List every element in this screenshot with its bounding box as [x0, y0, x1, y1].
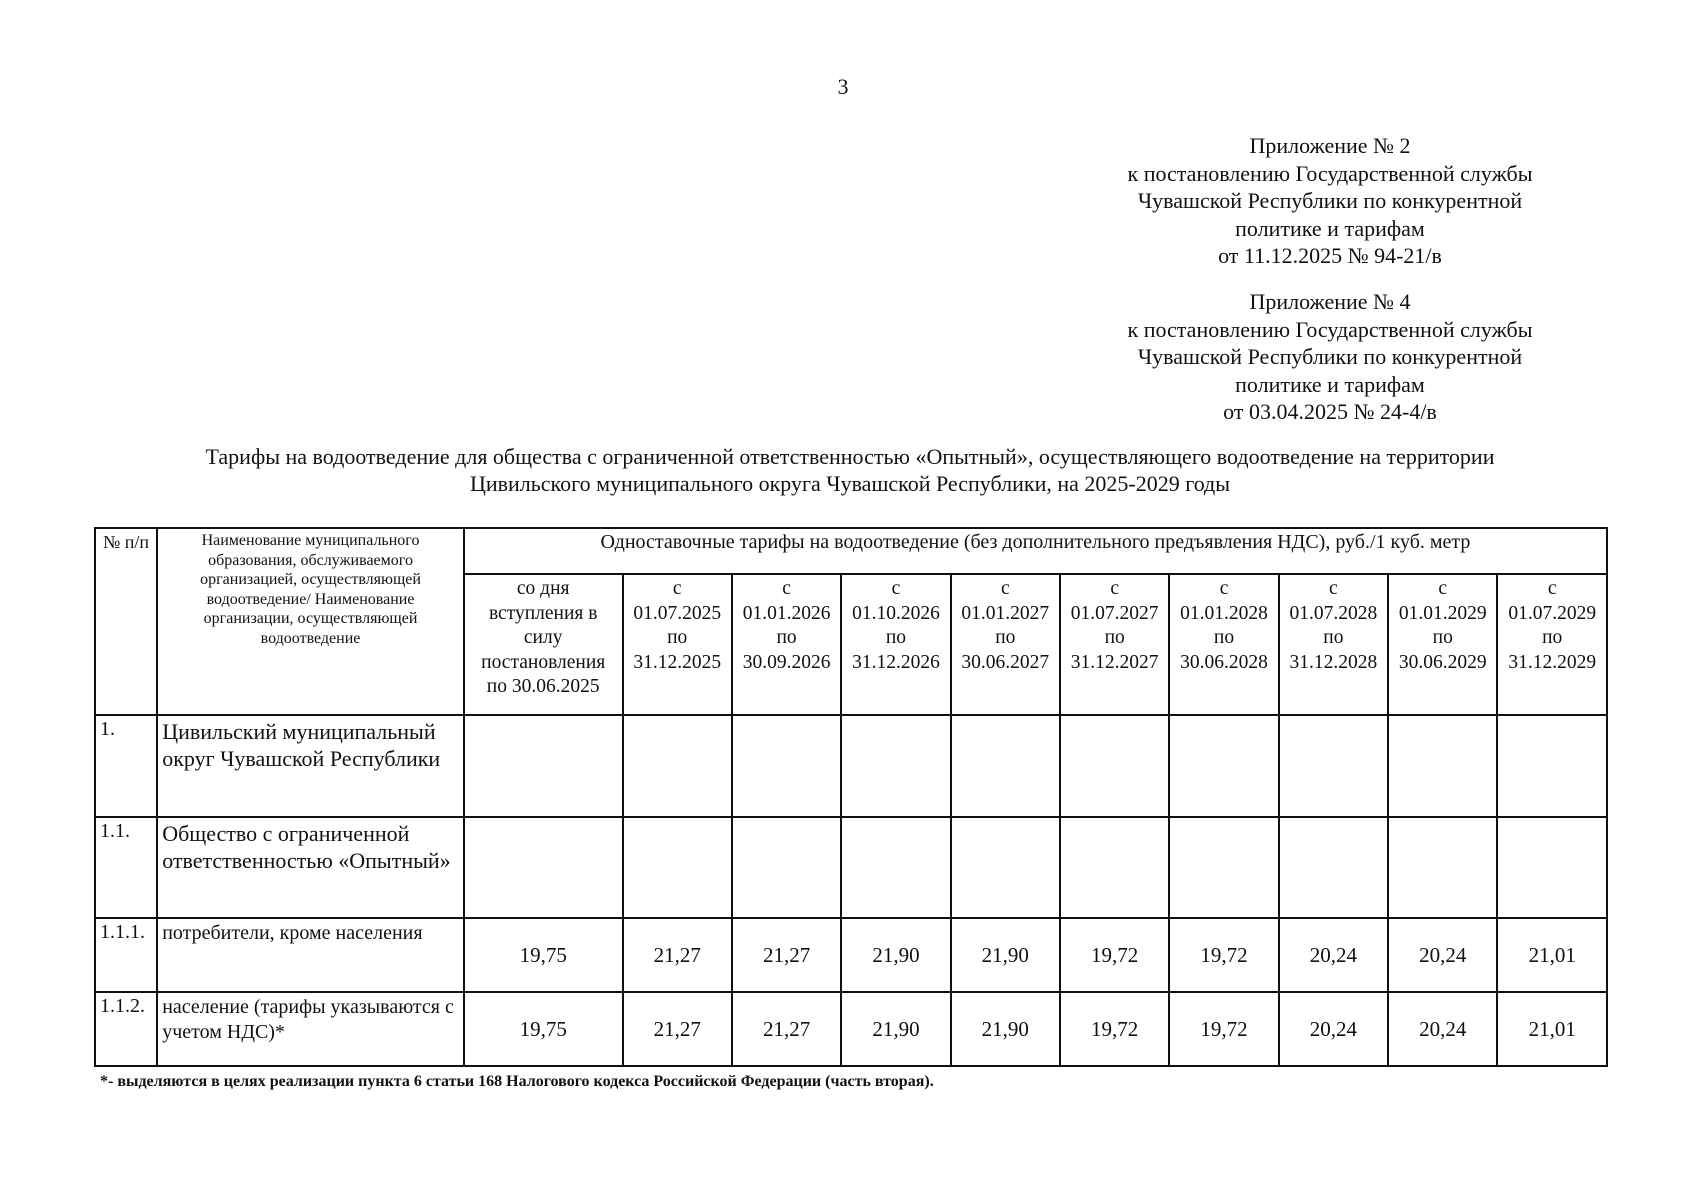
- header-num: № п/п: [95, 528, 157, 715]
- table-row-population: [95, 992, 1607, 1066]
- period-line: 01.07.2028: [1289, 602, 1378, 624]
- period-line: со дня: [516, 578, 570, 599]
- tariff-value: 21,01: [1497, 992, 1607, 1066]
- tariff-value: 20,24: [1279, 918, 1388, 992]
- period-line: 01.01.2027: [961, 602, 1050, 624]
- period-line: постановления: [481, 651, 606, 673]
- appendix-line: к постановлению Государственной службы: [1127, 316, 1533, 342]
- period-line: с: [891, 578, 901, 599]
- header-period: [951, 574, 1060, 715]
- empty-cell: [1497, 715, 1607, 817]
- empty-cell: [841, 817, 950, 918]
- row-num: 1.1.1.: [95, 918, 157, 992]
- period-line: 30.06.2029: [1398, 651, 1487, 673]
- appendix-line: политике и тарифам: [1235, 371, 1425, 397]
- period-line: по: [995, 627, 1016, 648]
- empty-cell: [1060, 817, 1169, 918]
- appendix-line: Чувашской Республики по конкурентной: [1137, 188, 1523, 213]
- appendix-line: от 11.12.2025 № 94-21/в: [1218, 243, 1442, 268]
- period-line: с: [1219, 578, 1229, 599]
- appendix-line: Приложение № 4: [1249, 289, 1411, 314]
- table-row-organization: [95, 817, 1607, 918]
- tariff-value: 20,24: [1279, 992, 1388, 1066]
- empty-cell: [1169, 715, 1278, 817]
- tariff-value: 21,90: [951, 992, 1060, 1066]
- empty-cell: [732, 715, 841, 817]
- row-name: население (тарифы указываются с учетом НДС)*: [157, 992, 464, 1066]
- appendix-line: политике и тарифам: [1235, 215, 1425, 241]
- empty-cell: [1279, 817, 1388, 918]
- table-row-consumers: [95, 918, 1607, 992]
- empty-cell: [464, 715, 623, 817]
- tariff-value: 21,90: [841, 992, 950, 1066]
- empty-cell: [1388, 715, 1497, 817]
- period-line: 31.12.2027: [1070, 651, 1159, 673]
- period-line: 31.12.2029: [1508, 651, 1597, 673]
- tariff-value: 21,90: [841, 918, 950, 992]
- period-line: по: [885, 627, 907, 648]
- period-line: с: [1329, 578, 1338, 599]
- header-period: [623, 574, 732, 715]
- page-number: 3: [837, 74, 849, 99]
- header-name: Наименование муниципального образования, обслуживаемого организацией, осуществляющей водоотведение/ Наименование организации, осуществляющей водоотведение: [157, 528, 464, 715]
- header-period: [1497, 574, 1607, 715]
- empty-cell: [951, 817, 1060, 918]
- empty-cell: [951, 715, 1060, 817]
- empty-cell: [841, 715, 950, 817]
- row-num: 1.1.2.: [95, 992, 157, 1066]
- tariff-value: 21,90: [951, 918, 1060, 992]
- empty-cell: [623, 715, 732, 817]
- period-line: 31.12.2026: [852, 651, 940, 673]
- period-line: 31.12.2025: [633, 651, 722, 673]
- period-line: с: [1547, 578, 1557, 599]
- tariff-value: 21,01: [1497, 918, 1607, 992]
- header-period: [1388, 574, 1497, 715]
- tariff-value: 20,24: [1388, 992, 1497, 1066]
- tariff-value: 19,72: [1060, 992, 1169, 1066]
- tariff-value: 19,72: [1060, 918, 1169, 992]
- tariff-value: 19,72: [1169, 918, 1278, 992]
- period-line: 30.06.2027: [961, 651, 1050, 673]
- empty-cell: [1388, 817, 1497, 918]
- period-line: 01.07.2027: [1070, 602, 1159, 624]
- header-period: [464, 574, 623, 715]
- period-line: с: [1438, 578, 1448, 599]
- period-line: по: [776, 627, 797, 648]
- footnote: *- выделяются в целях реализации пункта 6 статьи 168 Налогового кодекса Российской Федерации (часть вторая).: [100, 1073, 934, 1090]
- row-num: 1.1.: [95, 817, 157, 918]
- period-line: 01.01.2026: [742, 602, 831, 624]
- appendix-line: Приложение № 2: [1249, 133, 1411, 158]
- table-row-municipality: [95, 715, 1607, 817]
- period-line: 01.07.2029: [1508, 602, 1597, 624]
- period-line: 30.06.2028: [1180, 651, 1268, 673]
- period-line: по: [1432, 627, 1453, 648]
- period-line: по: [1213, 627, 1235, 648]
- empty-cell: [1279, 715, 1388, 817]
- period-line: 01.01.2028: [1180, 602, 1268, 624]
- header-period: [1060, 574, 1169, 715]
- period-line: с: [1000, 578, 1010, 599]
- row-name: потребители, кроме населения: [157, 918, 464, 992]
- title-line: Тарифы на водоотведение для общества с ограниченной ответственностью «Опытный», осуществляющего водоотведение на территории: [205, 444, 1495, 469]
- row-name: Цивильский муниципальный округ Чувашской Республики: [157, 715, 464, 817]
- tariff-value: 19,75: [464, 918, 623, 992]
- period-line: по: [667, 627, 688, 648]
- period-line: 31.12.2028: [1289, 651, 1378, 673]
- row-num: 1.: [95, 715, 157, 817]
- period-line: 01.07.2025: [633, 602, 722, 624]
- empty-cell: [1060, 715, 1169, 817]
- period-line: 01.01.2029: [1398, 602, 1487, 624]
- appendix-line: Чувашской Республики по конкурентной: [1137, 344, 1523, 369]
- tariff-value: 21,27: [623, 918, 732, 992]
- header-period: [841, 574, 950, 715]
- period-line: по: [1542, 627, 1563, 648]
- tariff-value: 21,27: [732, 918, 841, 992]
- period-line: по 30.06.2025: [486, 676, 600, 697]
- title-line: Цивильского муниципального округа Чувашской Республики, на 2025-2029 годы: [469, 471, 1231, 496]
- period-line: вступления в: [488, 602, 598, 624]
- period-line: с: [672, 578, 682, 599]
- period-line: 01.10.2026: [852, 602, 940, 624]
- period-line: силу: [523, 627, 563, 648]
- document-title: [110, 443, 1590, 497]
- period-line: с: [782, 578, 791, 599]
- tariff-value: 21,27: [623, 992, 732, 1066]
- period-line: по: [1323, 627, 1344, 648]
- appendix-4-header: [1080, 288, 1580, 426]
- appendix-line: от 03.04.2025 № 24-4/в: [1223, 399, 1437, 424]
- row-name: Общество с ограниченной ответственностью «Опытный»: [157, 817, 464, 918]
- header-period: [732, 574, 841, 715]
- table-header-row: [95, 528, 1607, 574]
- empty-cell: [1169, 817, 1278, 918]
- tariff-value: 19,75: [464, 992, 623, 1066]
- empty-cell: [623, 817, 732, 918]
- empty-cell: [464, 817, 623, 918]
- period-line: 30.09.2026: [742, 651, 831, 673]
- tariff-table: [94, 527, 1608, 1067]
- appendix-2-header: [1080, 132, 1580, 270]
- header-period: [1169, 574, 1278, 715]
- tariff-value: 20,24: [1388, 918, 1497, 992]
- tariff-value: 19,72: [1169, 992, 1278, 1066]
- tariff-value: 21,27: [732, 992, 841, 1066]
- empty-cell: [1497, 817, 1607, 918]
- period-line: с: [1110, 578, 1119, 599]
- period-line: по: [1104, 627, 1125, 648]
- header-tariff-group: Одноставочные тарифы на водоотведение (без дополнительного предъявления НДС), руб./1 куб. метр: [464, 528, 1607, 574]
- header-period: [1279, 574, 1388, 715]
- appendix-line: к постановлению Государственной службы: [1127, 160, 1533, 186]
- empty-cell: [732, 817, 841, 918]
